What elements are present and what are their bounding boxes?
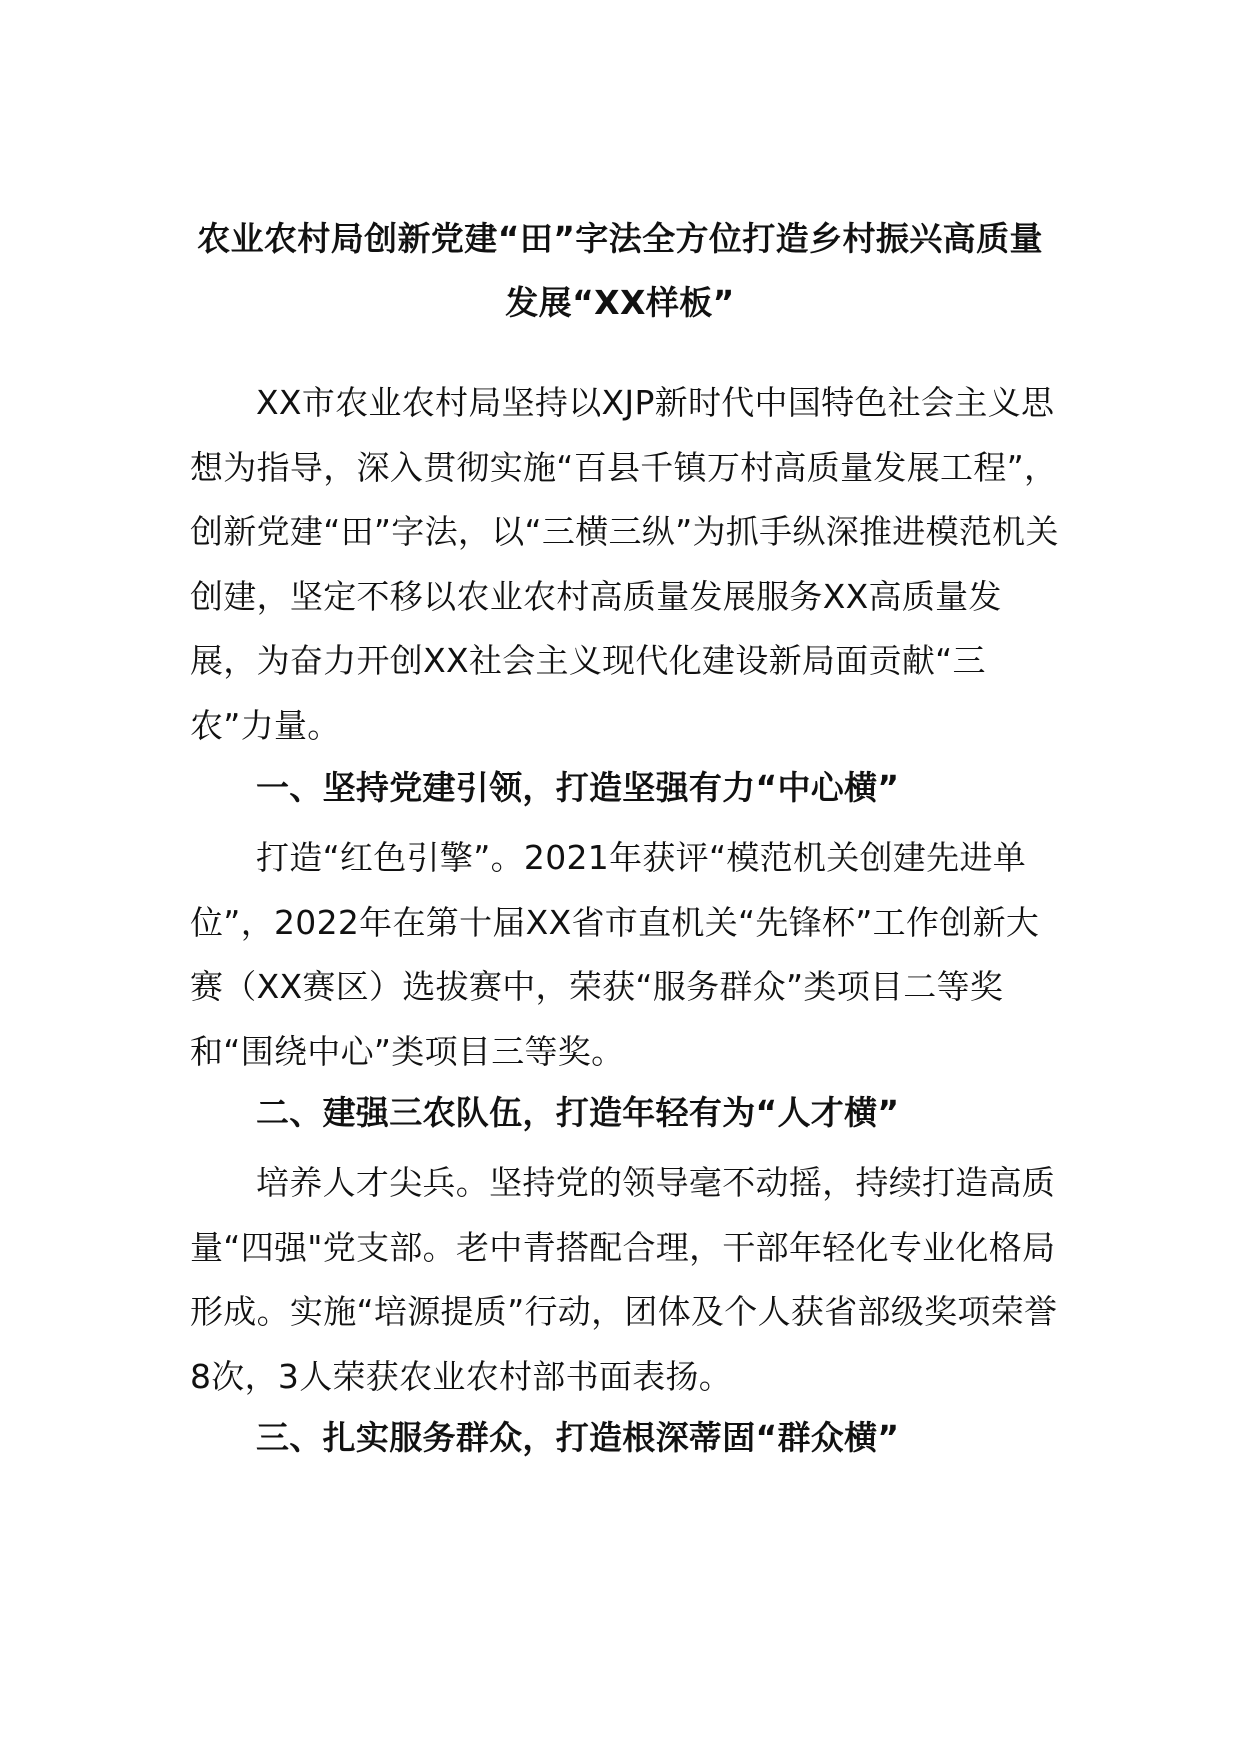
- section-1-paragraph: 打造“红色引擎”。2021年获评“模范机关创建先进单位”，2022年在第十届XX省市直机关“先锋杯”工作创新大赛（XX赛区）选拔赛中，荣获“服务群众”类项目二等奖和“围绕中心”类项目三等奖。: [190, 838, 1040, 1071]
- section-3-heading: 三、扎实服务群众，打造根深蒂固“群众横”: [256, 1418, 900, 1457]
- section-2-heading: 二、建强三农队伍，打造年轻有为“人才横”: [256, 1093, 900, 1132]
- section-1-heading: 一、坚持党建引领，打造坚强有力“中心横”: [256, 768, 900, 807]
- section-2-paragraph: 培养人才尖兵。坚持党的领导毫不动摇，持续打造高质量“四强"党支部。老中青搭配合理，干部年轻化专业化格局形成。实施“培源提质”行动，团体及个人获省部级奖项荣誉8次，3人荣获农业农村部书面表扬。: [190, 1163, 1058, 1396]
- intro-paragraph: XX市农业农村局坚持以XJP新时代中国特色社会主义思想为指导，深入贯彻实施“百县千镇万村高质量发展工程”，创新党建“田”字法，以“三横三纵”为抓手纵深推进模范机关创建，坚定不移以农业农村高质量发展服务XX高质量发展，为奋力开创XX社会主义现代化建设新局面贡献“三农”力量。: [190, 383, 1059, 745]
- document-title: 农业农村局创新党建“田”字法全方位打造乡村振兴高质量发展“XX样板”: [197, 219, 1043, 322]
